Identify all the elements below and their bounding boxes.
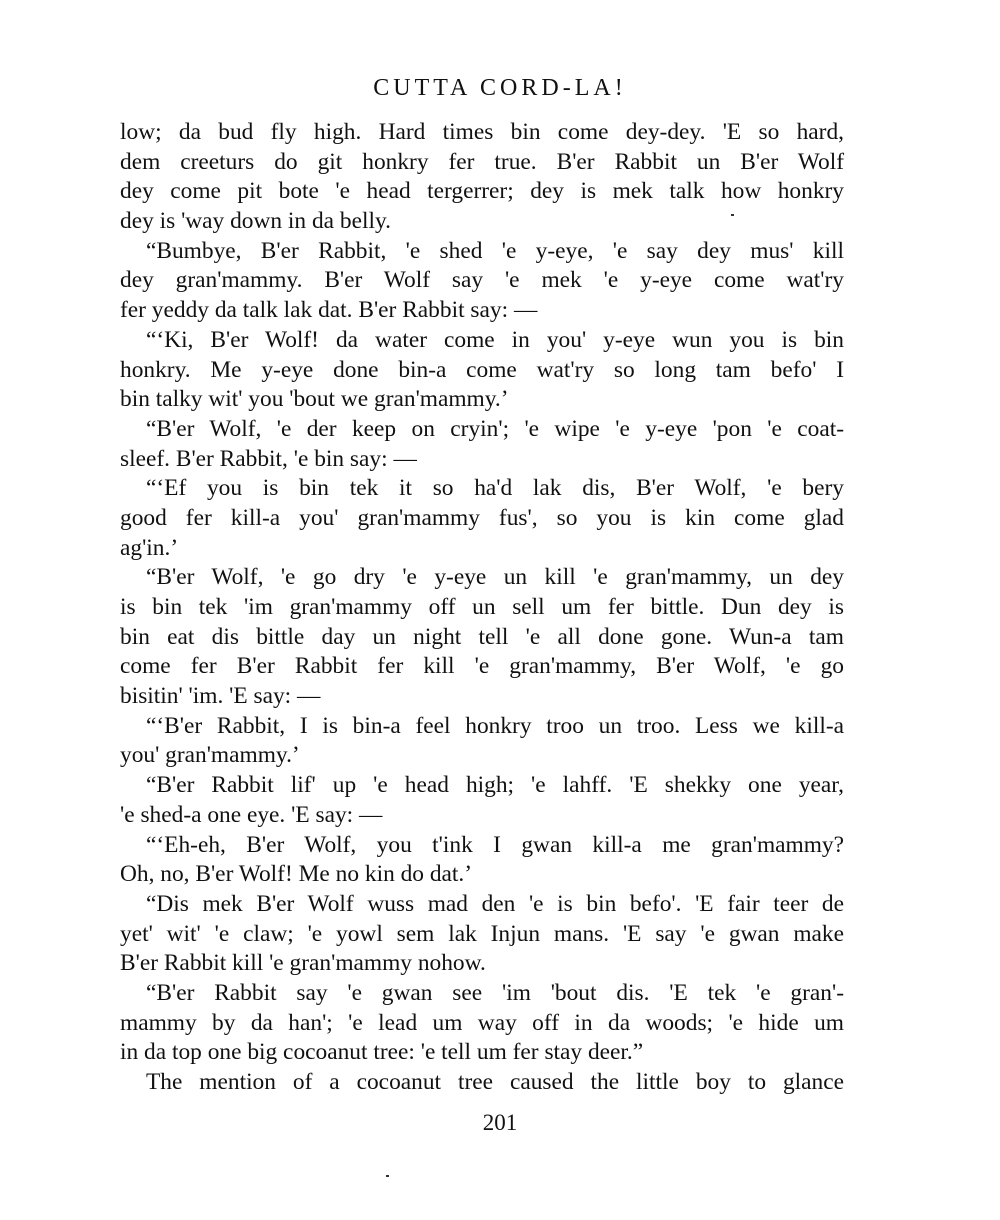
text-line: is bin tek 'im gran'mammy off un sell um fer bittle. Dun dey is bbox=[120, 594, 844, 620]
text-line: 'e shed-a one eye. 'E say: — bbox=[120, 801, 383, 828]
page-number: 201 bbox=[482, 1110, 518, 1135]
text-line: The mention of a cocoanut tree caused the little boy to glance bbox=[146, 1069, 844, 1095]
text-line: “‘Ef you is bin tek it so ha'd lak dis, B'er Wolf, 'e bery bbox=[146, 475, 844, 502]
text-line: dey is 'way down in da belly. bbox=[120, 208, 391, 235]
text-line: “B'er Wolf, 'e go dry 'e y-eye un kill 'e gran'mammy, un dey bbox=[146, 564, 844, 591]
text-line: “‘Ki, B'er Wolf! da water come in you' y-eye wun you is bin bbox=[146, 326, 844, 353]
text-line: come fer B'er Rabbit fer kill 'e gran'mammy, B'er Wolf, 'e go bbox=[120, 653, 844, 680]
text-line: “B'er Wolf, 'e der keep on cryin'; 'e wipe 'e y-eye 'pon 'e coat- bbox=[146, 415, 844, 442]
text-line: Oh, no, B'er Wolf! Me no kin do dat.’ bbox=[120, 861, 473, 888]
text-line: honkry. Me y-eye done bin-a come wat'ry so long tam befo' I bbox=[120, 356, 844, 383]
text-line: fer yeddy da talk lak dat. B'er Rabbit say: — bbox=[120, 297, 538, 324]
text-line: in da top one big cocoanut tree: 'e tell um fer stay deer.” bbox=[120, 1039, 644, 1066]
text-line: “‘B'er Rabbit, I is bin-a feel honkry troo un troo. Less we kill-a bbox=[146, 712, 844, 739]
text-line: “Bumbye, B'er Rabbit, 'e shed 'e y-eye, 'e say dey mus' kill bbox=[146, 237, 844, 264]
text-line: dey come pit bote 'e head tergerrer; dey is mek talk how honkry bbox=[120, 178, 844, 205]
print-speck bbox=[731, 214, 734, 216]
text-line: good fer kill-a you' gran'mammy fus', so you is kin come glad bbox=[120, 504, 844, 531]
page-body-text bbox=[120, 118, 844, 1098]
text-line: bin talky wit' you 'bout we gran'mammy.’ bbox=[120, 386, 509, 413]
text-line: B'er Rabbit kill 'e gran'mammy nohow. bbox=[120, 950, 486, 977]
text-line: bin eat dis bittle day un night tell 'e all done gone. Wun-a tam bbox=[120, 623, 844, 650]
text-line: ag'in.’ bbox=[120, 534, 179, 561]
text-line: yet' wit' 'e claw; 'e yowl sem lak Injun mans. 'E say 'e gwan make bbox=[120, 920, 844, 947]
text-line: bisitin' 'im. 'E say: — bbox=[120, 683, 321, 710]
text-line: mammy by da han'; 'e lead um way off in da woods; 'e hide um bbox=[120, 1009, 844, 1036]
text-line: dem creeturs do git honkry fer true. B'er Rabbit un B'er Wolf bbox=[120, 148, 844, 175]
text-line: “B'er Rabbit lif' up 'e head high; 'e lahff. 'E shekky one year, bbox=[146, 772, 844, 799]
text-line: dey gran'mammy. B'er Wolf say 'e mek 'e y-eye come wat'ry bbox=[120, 267, 844, 294]
running-title: CUTTA CORD-LA! bbox=[373, 75, 627, 101]
text-line: “Dis mek B'er Wolf wuss mad den 'e is bin befo'. 'E fair teer de bbox=[146, 890, 844, 917]
text-line: “‘Eh-eh, B'er Wolf, you t'ink I gwan kill-a me gran'mammy? bbox=[146, 831, 844, 858]
text-line: “B'er Rabbit say 'e gwan see 'im 'bout dis. 'E tek 'e gran'- bbox=[146, 979, 844, 1006]
text-line: you' gran'mammy.’ bbox=[120, 742, 300, 769]
print-speck bbox=[386, 1175, 389, 1177]
text-line: low; da bud fly high. Hard times bin come dey-dey. 'E so hard, bbox=[120, 119, 844, 145]
text-line: sleef. B'er Rabbit, 'e bin say: — bbox=[120, 445, 417, 472]
